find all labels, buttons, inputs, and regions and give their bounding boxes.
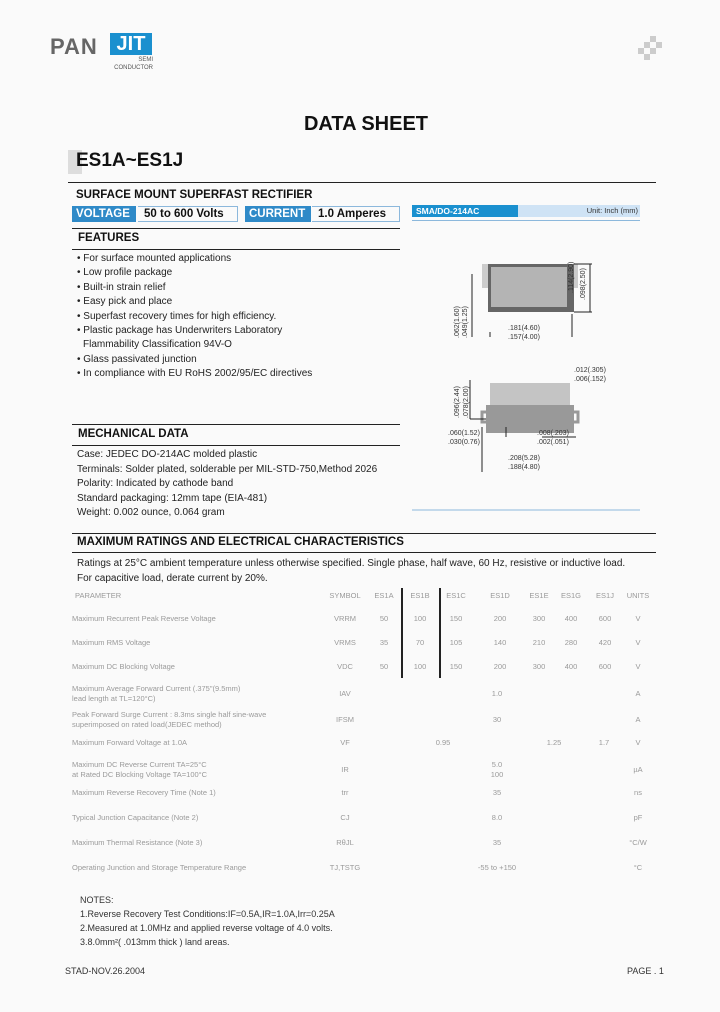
voltage-value: 50 to 600 Volts: [138, 206, 238, 222]
logo-sub-semi: SEMI: [138, 57, 153, 63]
divider: [68, 182, 656, 183]
dim-side-t1: .012(.305): [574, 367, 606, 374]
row-symbol: VDC: [337, 662, 353, 671]
row-parameter: Maximum Forward Voltage at 1.0A: [72, 738, 188, 747]
notes-title: NOTES:: [80, 895, 114, 905]
row-symbol: VRMS: [334, 638, 356, 647]
divider: [72, 249, 400, 250]
row-unit: A: [635, 715, 641, 724]
mechanical-item: Standard packaging: 12mm tape (EIA-481): [77, 492, 268, 504]
row-symbol: TJ,TSTG: [329, 863, 361, 872]
divider: [412, 220, 640, 221]
current-value: 1.0 Amperes: [312, 206, 400, 222]
feature-item: Flammability Classification 94V-O: [83, 339, 232, 351]
row-unit: pF: [633, 813, 643, 822]
header-es1g: ES1G: [560, 591, 582, 600]
row-value: 35: [379, 638, 389, 647]
dim-top-w2: .157(4.00): [508, 334, 540, 341]
row-value: 1.0: [491, 689, 503, 698]
dim-label: .078(2.00): [463, 386, 470, 418]
row-unit: V: [635, 614, 641, 623]
row-value: 1.7: [598, 738, 610, 747]
feature-item: • Built-in strain relief: [77, 281, 166, 293]
header-es1b: ES1B: [410, 591, 430, 600]
row-symbol: IAV: [339, 689, 351, 698]
note-item: 3.8.0mm²( .013mm thick ) land areas.: [80, 937, 230, 947]
row-unit: °C/W: [629, 838, 647, 847]
column-divider: [401, 588, 403, 678]
header-symbol: SYMBOL: [329, 591, 361, 600]
row-parameter: Maximum DC Reverse Current TA=25°C: [72, 760, 207, 769]
part-number: ES1A~ES1J: [76, 150, 184, 171]
feature-item: • Plastic package has Underwriters Laboratory: [77, 325, 283, 337]
column-divider: [439, 588, 441, 678]
dim-tot1: .208(5.28): [508, 455, 540, 462]
row-value: 105: [449, 638, 463, 647]
row-value: 280: [564, 638, 578, 647]
row-parameter: Maximum RMS Voltage: [72, 638, 151, 647]
ratings-title: MAXIMUM RATINGS AND ELECTRICAL CHARACTERISTICS: [77, 536, 404, 548]
row-value: 420: [598, 638, 612, 647]
row-parameter: Typical Junction Capacitance (Note 2): [72, 813, 199, 822]
row-value: 70: [415, 638, 425, 647]
dim-label: .049(1.25): [462, 306, 469, 338]
row-parameter-line2: at Rated DC Blocking Voltage TA=100°C: [72, 770, 208, 779]
row-parameter-line2: lead length at TL=120°C): [72, 694, 156, 703]
current-label: CURRENT: [245, 206, 311, 222]
divider: [72, 424, 400, 425]
note-item: 2.Measured at 1.0MHz and applied reverse voltage of 4.0 volts.: [80, 923, 333, 933]
row-value: 35: [492, 838, 502, 847]
row-symbol: VRRM: [333, 614, 357, 623]
row-parameter: Operating Junction and Storage Temperature Range: [72, 863, 247, 872]
row-value: 0.95: [435, 738, 451, 747]
row-parameter: Maximum DC Blocking Voltage: [72, 662, 175, 671]
logo-sub-conductor: CONDUCTOR: [114, 65, 153, 71]
row-value: 200: [493, 614, 507, 623]
row-value: 35: [492, 788, 502, 797]
row-parameter: Maximum Recurrent Peak Reverse Voltage: [72, 614, 216, 623]
row-unit: A: [635, 689, 641, 698]
feature-item: • For surface mounted applications: [77, 253, 232, 264]
divider: [72, 228, 400, 229]
row-unit: ns: [634, 788, 642, 797]
row-unit: V: [635, 638, 641, 647]
mechanical-item: Polarity: Indicated by cathode band: [77, 478, 234, 490]
row-value: 140: [493, 638, 507, 647]
ratings-desc-1: Ratings at 25°C ambient temperature unless otherwise specified. Single phase, half wave, 60 Hz, resistive or inductive load.: [77, 558, 626, 569]
row-symbol: RθJL: [336, 838, 354, 847]
row-value: 30: [492, 715, 502, 724]
row-value: 8.0: [491, 813, 503, 822]
row-unit: µA: [633, 765, 643, 774]
dim-lead2: .030(0.76): [448, 439, 480, 446]
feature-item: • Glass passivated junction: [77, 353, 197, 365]
row-value: 200: [493, 662, 507, 671]
row-unit: V: [635, 662, 641, 671]
row-value: 100: [413, 662, 427, 671]
row-parameter: Maximum Thermal Resistance (Note 3): [72, 838, 203, 847]
mechanical-item: Case: JEDEC DO-214AC molded plastic: [77, 449, 258, 460]
footer-date: STAD-NOV.26.2004: [65, 966, 146, 976]
row-value: 5.0: [491, 760, 503, 769]
ratings-desc-2: For capacitive load, derate current by 20%.: [77, 573, 268, 584]
decorative-dots-icon: [638, 36, 668, 66]
row-value: 400: [564, 662, 578, 671]
dim-lead1: .060(1.52): [448, 430, 480, 437]
feature-item: • Superfast recovery times for high efficiency.: [77, 310, 277, 322]
package-name: SMA/DO-214AC: [412, 205, 518, 217]
logo-jit: JIT: [110, 33, 152, 55]
dim-label: .114(2.90): [568, 261, 575, 293]
mechanical-item: Terminals: Solder plated, solderable per MIL-STD-750,Method 2026: [77, 463, 378, 475]
header-es1d: ES1D: [490, 591, 510, 600]
row-value: 300: [532, 614, 546, 623]
row-value: -55 to +150: [477, 863, 517, 872]
row-value: 1.25: [546, 738, 562, 747]
row-value: 100: [413, 614, 427, 623]
dim-label: .062(1.60): [454, 306, 461, 338]
divider: [72, 445, 400, 446]
features-title: FEATURES: [78, 232, 140, 244]
dim-lf1: .008(.203): [537, 430, 569, 437]
feature-item: • In compliance with EU RoHS 2002/95/EC directives: [77, 368, 313, 380]
row-symbol: IR: [341, 765, 349, 774]
voltage-label: VOLTAGE: [72, 206, 136, 222]
dim-label: .096(2.44): [454, 386, 461, 418]
feature-item: • Easy pick and place: [77, 296, 173, 308]
row-symbol: trr: [341, 788, 349, 797]
row-unit: V: [635, 738, 641, 747]
dim-side-t2: .006(.152): [574, 376, 606, 383]
package-unit: Unit: Inch (mm): [586, 206, 638, 215]
header-parameter: PARAMETER: [75, 591, 122, 600]
row-value: 150: [449, 614, 463, 623]
row-value: 400: [564, 614, 578, 623]
dim-tot2: .188(4.80): [508, 464, 540, 471]
header-es1a: ES1A: [374, 591, 394, 600]
row-value: 50: [379, 614, 389, 623]
row-symbol: CJ: [340, 813, 350, 822]
header-units: UNITS: [626, 591, 650, 600]
row-parameter: Maximum Average Forward Current (.375"(9.5mm): [72, 684, 241, 693]
row-symbol: IFSM: [336, 715, 354, 724]
header-es1c: ES1C: [446, 591, 466, 600]
dim-label: .098(2.50): [580, 268, 587, 300]
note-item: 1.Reverse Recovery Test Conditions:IF=0.5A,IR=1.0A,Irr=0.25A: [80, 909, 335, 919]
header-es1e: ES1E: [529, 591, 549, 600]
mechanical-item: Weight: 0.002 ounce, 0.064 gram: [77, 507, 225, 519]
header-es1j: ES1J: [596, 591, 614, 600]
row-value: 300: [532, 662, 546, 671]
features-list: [77, 252, 397, 382]
footer-page: PAGE . 1: [627, 966, 664, 976]
row-parameter: Peak Forward Surge Current : 8.3ms single half sine-wave: [72, 710, 267, 719]
row-value-2: 100: [490, 770, 504, 779]
dim-top-w1: .181(4.60): [508, 325, 540, 332]
row-value: 210: [532, 638, 546, 647]
row-symbol: VF: [340, 738, 350, 747]
row-parameter-line2: superimposed on rated load(JEDEC method): [72, 720, 222, 729]
row-value: 150: [449, 662, 463, 671]
row-unit: °C: [633, 863, 643, 872]
row-value: 50: [379, 662, 389, 671]
row-value: 600: [598, 614, 612, 623]
mechanical-title: MECHANICAL DATA: [78, 428, 189, 440]
mechanical-list: [77, 448, 407, 521]
dim-lf2: .002(.051): [537, 439, 569, 446]
divider: [72, 552, 656, 553]
logo-pan: PAN: [50, 34, 98, 59]
row-value: 600: [598, 662, 612, 671]
subtitle: SURFACE MOUNT SUPERFAST RECTIFIER: [76, 189, 313, 201]
feature-item: • Low profile package: [77, 267, 173, 279]
divider: [72, 533, 656, 534]
row-parameter: Maximum Reverse Recovery Time (Note 1): [72, 788, 216, 797]
page-title: DATA SHEET: [303, 113, 429, 135]
